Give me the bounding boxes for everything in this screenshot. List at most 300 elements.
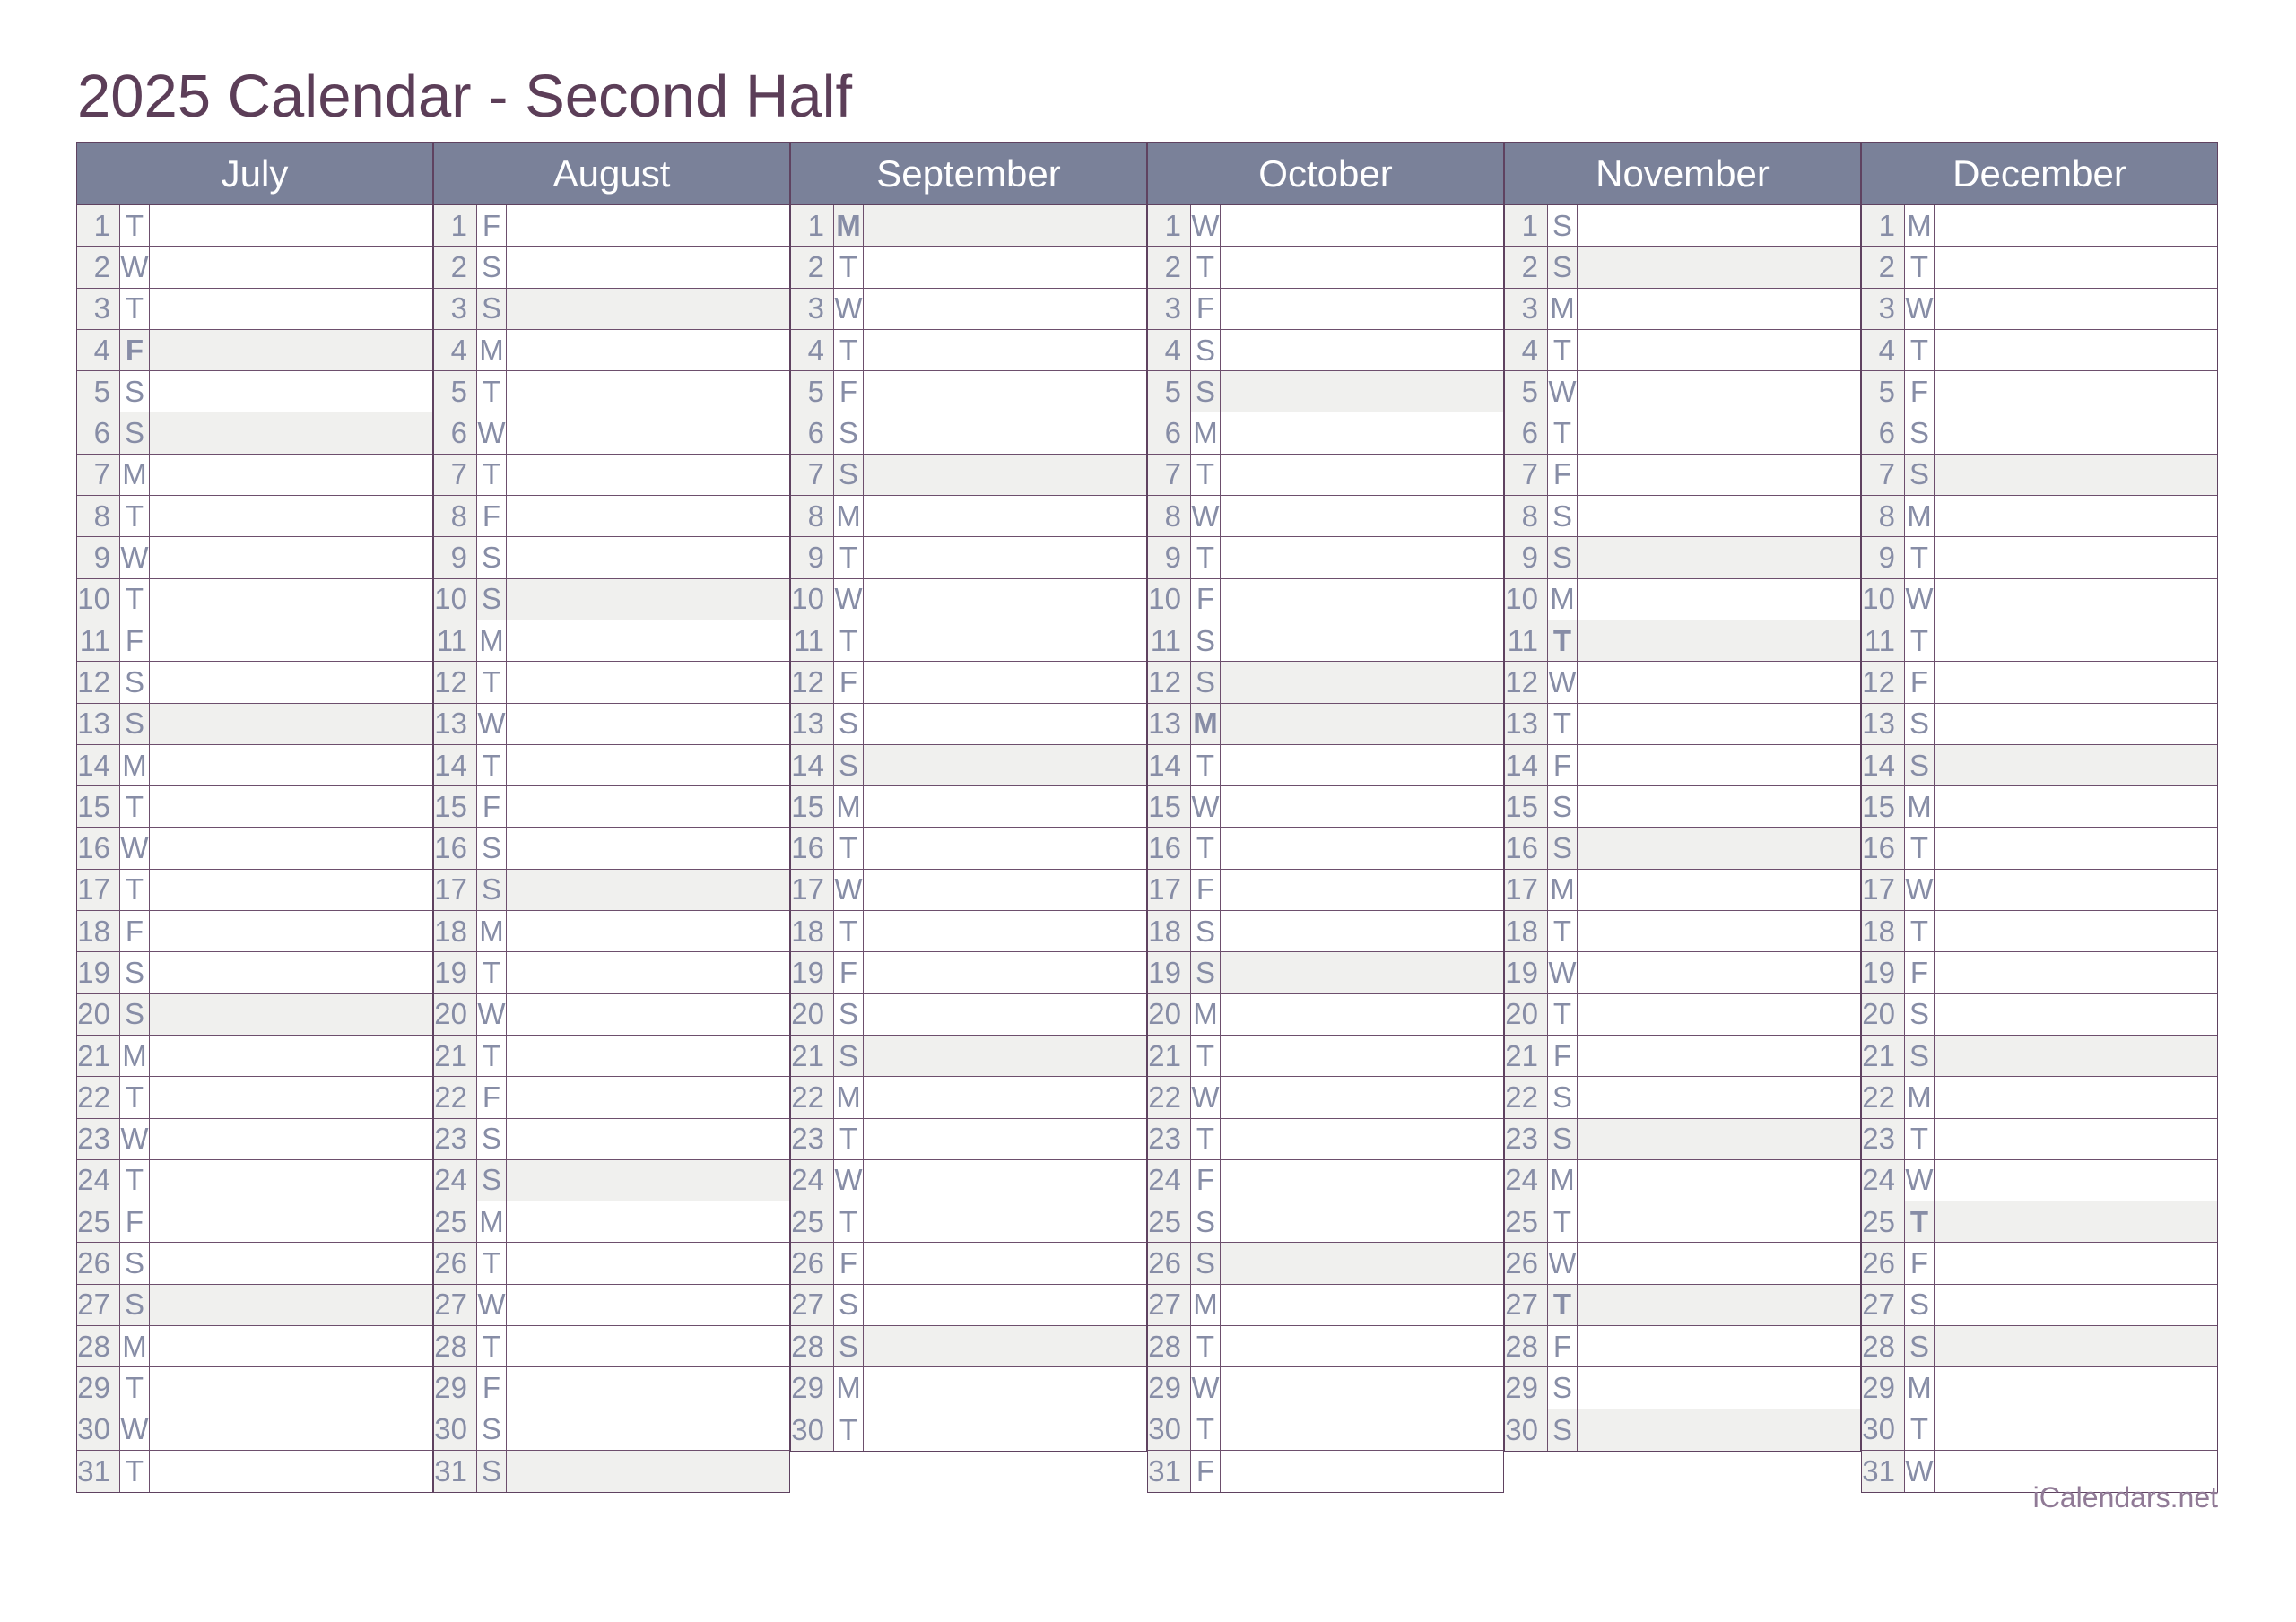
day-row-november-2 <box>1505 247 1860 288</box>
day-row-october-17 <box>1148 870 1503 911</box>
day-number: 10 <box>791 579 834 620</box>
day-row-august-20 <box>434 994 789 1036</box>
day-letter: T <box>477 745 507 785</box>
day-number: 15 <box>434 786 477 827</box>
note-cell <box>1935 745 2217 785</box>
day-number: 27 <box>1505 1285 1548 1325</box>
day-number: 26 <box>77 1243 120 1283</box>
day-letter: T <box>120 1160 150 1201</box>
footer-brand: iCalendars.net <box>2032 1481 2218 1514</box>
day-letter: W <box>1191 1367 1221 1408</box>
day-letter: S <box>1548 1367 1578 1408</box>
day-number: 16 <box>77 828 120 868</box>
day-row-october-27 <box>1148 1285 1503 1326</box>
day-row-august-30 <box>434 1409 789 1451</box>
day-row-august-6 <box>434 412 789 454</box>
day-number: 21 <box>77 1036 120 1076</box>
day-letter: S <box>1905 994 1935 1035</box>
day-letter: T <box>120 1077 150 1117</box>
day-letter: M <box>1548 870 1578 910</box>
day-number: 6 <box>1505 412 1548 453</box>
day-row-september-14 <box>791 745 1146 786</box>
day-number: 2 <box>1148 247 1191 287</box>
day-number: 29 <box>1862 1367 1905 1408</box>
day-letter: S <box>477 1451 507 1492</box>
day-row-november-7 <box>1505 455 1860 496</box>
day-row-july-7 <box>77 455 432 496</box>
note-cell <box>1935 496 2217 536</box>
note-cell <box>1221 1036 1503 1076</box>
note-cell <box>507 1077 789 1117</box>
day-letter: T <box>834 247 864 287</box>
day-letter: T <box>1548 620 1578 661</box>
note-cell <box>1935 371 2217 412</box>
calendar-grid <box>76 142 2218 1493</box>
day-letter: T <box>1548 1201 1578 1242</box>
day-number: 18 <box>1505 911 1548 951</box>
day-number: 15 <box>1505 786 1548 827</box>
day-letter: W <box>1548 1243 1578 1283</box>
note-cell <box>864 537 1146 577</box>
note-cell <box>864 1326 1146 1366</box>
note-cell <box>1578 371 1860 412</box>
day-row-september-29 <box>791 1367 1146 1409</box>
note-cell <box>150 994 432 1035</box>
day-letter: M <box>1191 994 1221 1035</box>
day-letter: T <box>1905 1119 1935 1159</box>
day-number: 14 <box>791 745 834 785</box>
day-number: 10 <box>1505 579 1548 620</box>
day-letter: S <box>120 371 150 412</box>
day-letter: W <box>834 870 864 910</box>
note-cell <box>864 496 1146 536</box>
day-number: 24 <box>1862 1160 1905 1201</box>
day-letter: T <box>120 579 150 620</box>
day-number: 17 <box>1862 870 1905 910</box>
day-letter: M <box>120 455 150 495</box>
day-row-august-8 <box>434 496 789 537</box>
day-row-july-18 <box>77 911 432 952</box>
month-header-september: September <box>791 143 1146 205</box>
note-cell <box>864 994 1146 1035</box>
day-number: 31 <box>1862 1451 1905 1492</box>
day-number: 20 <box>1862 994 1905 1035</box>
day-number: 19 <box>1148 952 1191 993</box>
note-cell <box>1221 1285 1503 1325</box>
day-letter: S <box>120 704 150 744</box>
note-cell <box>507 1036 789 1076</box>
note-cell <box>1935 1243 2217 1283</box>
day-number: 22 <box>1148 1077 1191 1117</box>
day-letter: W <box>1191 1077 1221 1117</box>
day-number: 12 <box>434 662 477 702</box>
day-number: 30 <box>434 1409 477 1450</box>
day-row-november-11 <box>1505 620 1860 662</box>
day-number: 26 <box>1148 1243 1191 1283</box>
day-row-july-4 <box>77 330 432 371</box>
day-number: 26 <box>1862 1243 1905 1283</box>
day-row-august-28 <box>434 1326 789 1367</box>
day-row-december-26 <box>1862 1243 2217 1284</box>
day-row-december-28 <box>1862 1326 2217 1367</box>
day-letter: M <box>120 1326 150 1366</box>
note-cell <box>864 371 1146 412</box>
day-letter: S <box>1905 1285 1935 1325</box>
day-row-november-28 <box>1505 1326 1860 1367</box>
day-row-december-18 <box>1862 911 2217 952</box>
day-letter: F <box>1905 371 1935 412</box>
day-number: 25 <box>791 1201 834 1242</box>
note-cell <box>150 1036 432 1076</box>
day-row-december-23 <box>1862 1119 2217 1160</box>
day-number: 6 <box>1148 412 1191 453</box>
day-number: 1 <box>77 205 120 246</box>
day-row-august-16 <box>434 828 789 869</box>
note-cell <box>507 1409 789 1450</box>
day-number: 3 <box>1505 289 1548 329</box>
day-letter: T <box>1548 412 1578 453</box>
note-cell <box>507 786 789 827</box>
day-number: 26 <box>1505 1243 1548 1283</box>
day-letter: W <box>477 1285 507 1325</box>
day-row-november-6 <box>1505 412 1860 454</box>
note-cell <box>864 1285 1146 1325</box>
day-row-october-2 <box>1148 247 1503 288</box>
note-cell <box>1578 620 1860 661</box>
note-cell <box>1221 952 1503 993</box>
day-number: 27 <box>434 1285 477 1325</box>
day-letter: M <box>1905 1367 1935 1408</box>
note-cell <box>150 786 432 827</box>
note-cell <box>1221 870 1503 910</box>
day-row-july-19 <box>77 952 432 993</box>
day-row-july-5 <box>77 371 432 412</box>
day-letter: S <box>1905 745 1935 785</box>
note-cell <box>1935 1285 2217 1325</box>
day-letter: W <box>120 828 150 868</box>
day-letter: F <box>1191 579 1221 620</box>
day-letter: T <box>1191 1036 1221 1076</box>
day-row-august-23 <box>434 1119 789 1160</box>
day-number: 20 <box>77 994 120 1035</box>
note-cell <box>864 620 1146 661</box>
note-cell <box>150 1285 432 1325</box>
day-letter: S <box>1905 455 1935 495</box>
day-row-december-10 <box>1862 579 2217 620</box>
note-cell <box>150 496 432 536</box>
day-letter: S <box>834 704 864 744</box>
note-cell <box>864 289 1146 329</box>
day-number: 15 <box>1148 786 1191 827</box>
note-cell <box>150 247 432 287</box>
day-row-december-3 <box>1862 289 2217 330</box>
day-letter: T <box>120 870 150 910</box>
day-letter: F <box>834 371 864 412</box>
note-cell <box>507 330 789 370</box>
day-row-september-8 <box>791 496 1146 537</box>
day-row-september-20 <box>791 994 1146 1036</box>
day-row-december-22 <box>1862 1077 2217 1118</box>
day-letter: S <box>1191 662 1221 702</box>
day-row-july-3 <box>77 289 432 330</box>
day-number: 17 <box>791 870 834 910</box>
month-october <box>1147 142 1504 1493</box>
day-number: 24 <box>434 1160 477 1201</box>
day-letter: S <box>1905 412 1935 453</box>
day-number: 26 <box>791 1243 834 1283</box>
day-row-july-26 <box>77 1243 432 1284</box>
day-number: 28 <box>1505 1326 1548 1366</box>
note-cell <box>1221 662 1503 702</box>
day-letter: W <box>477 994 507 1035</box>
day-number: 2 <box>1505 247 1548 287</box>
day-row-november-23 <box>1505 1119 1860 1160</box>
day-letter: S <box>477 1160 507 1201</box>
day-row-december-25 <box>1862 1201 2217 1243</box>
day-number: 5 <box>1148 371 1191 412</box>
month-july <box>76 142 433 1493</box>
note-cell <box>507 994 789 1035</box>
note-cell <box>864 1409 1146 1451</box>
day-number: 7 <box>1505 455 1548 495</box>
day-number: 13 <box>77 704 120 744</box>
day-letter: F <box>834 952 864 993</box>
day-number: 19 <box>434 952 477 993</box>
note-cell <box>1935 579 2217 620</box>
day-letter: W <box>120 1119 150 1159</box>
day-row-october-11 <box>1148 620 1503 662</box>
day-letter: W <box>1548 952 1578 993</box>
note-cell <box>1578 496 1860 536</box>
note-cell <box>1221 412 1503 453</box>
note-cell <box>507 662 789 702</box>
day-row-september-12 <box>791 662 1146 703</box>
day-row-august-17 <box>434 870 789 911</box>
day-row-july-24 <box>77 1160 432 1201</box>
day-row-november-29 <box>1505 1367 1860 1409</box>
day-number: 5 <box>1505 371 1548 412</box>
day-letter: S <box>1548 496 1578 536</box>
day-letter: W <box>1905 289 1935 329</box>
day-row-september-11 <box>791 620 1146 662</box>
note-cell <box>1578 911 1860 951</box>
day-number: 9 <box>1148 537 1191 577</box>
day-number: 25 <box>434 1201 477 1242</box>
day-letter: T <box>834 1409 864 1451</box>
day-row-november-20 <box>1505 994 1860 1036</box>
day-number: 28 <box>1862 1326 1905 1366</box>
day-letter: T <box>834 330 864 370</box>
day-number: 2 <box>791 247 834 287</box>
day-row-august-9 <box>434 537 789 578</box>
day-letter: T <box>1905 330 1935 370</box>
day-letter: S <box>834 745 864 785</box>
note-cell <box>507 870 789 910</box>
day-number: 25 <box>77 1201 120 1242</box>
note-cell <box>1221 994 1503 1035</box>
day-row-october-26 <box>1148 1243 1503 1284</box>
day-row-september-19 <box>791 952 1146 993</box>
day-row-november-22 <box>1505 1077 1860 1118</box>
day-row-december-16 <box>1862 828 2217 869</box>
note-cell <box>864 330 1146 370</box>
note-cell <box>507 745 789 785</box>
note-cell <box>1578 952 1860 993</box>
day-row-september-4 <box>791 330 1146 371</box>
day-letter: W <box>1191 786 1221 827</box>
day-number: 8 <box>1505 496 1548 536</box>
day-row-july-6 <box>77 412 432 454</box>
day-number: 23 <box>1862 1119 1905 1159</box>
day-letter: F <box>1905 1243 1935 1283</box>
day-number: 12 <box>1862 662 1905 702</box>
day-letter: T <box>1191 1326 1221 1366</box>
note-cell <box>507 1285 789 1325</box>
day-letter: F <box>1191 289 1221 329</box>
day-row-october-10 <box>1148 579 1503 620</box>
note-cell <box>507 1119 789 1159</box>
day-number: 27 <box>1148 1285 1191 1325</box>
note-cell <box>1578 330 1860 370</box>
note-cell <box>150 911 432 951</box>
day-letter: S <box>1191 1201 1221 1242</box>
day-letter: T <box>477 455 507 495</box>
day-letter: T <box>477 1243 507 1283</box>
day-number: 13 <box>1148 704 1191 744</box>
note-cell <box>864 870 1146 910</box>
note-cell <box>1935 289 2217 329</box>
day-row-november-8 <box>1505 496 1860 537</box>
day-letter: T <box>834 1201 864 1242</box>
day-letter: S <box>1548 247 1578 287</box>
day-row-october-9 <box>1148 537 1503 578</box>
day-row-november-16 <box>1505 828 1860 869</box>
day-letter: S <box>1548 786 1578 827</box>
note-cell <box>1578 579 1860 620</box>
day-letter: M <box>477 330 507 370</box>
day-row-september-1 <box>791 205 1146 247</box>
day-letter: W <box>120 537 150 577</box>
day-number: 16 <box>791 828 834 868</box>
note-cell <box>1935 870 2217 910</box>
day-number: 19 <box>1862 952 1905 993</box>
day-letter: F <box>1191 1451 1221 1492</box>
day-letter: S <box>477 579 507 620</box>
day-row-august-11 <box>434 620 789 662</box>
day-letter: S <box>477 247 507 287</box>
note-cell <box>864 662 1146 702</box>
note-cell <box>864 1160 1146 1201</box>
month-header-november: November <box>1505 143 1860 205</box>
note-cell <box>1221 496 1503 536</box>
day-number: 22 <box>434 1077 477 1117</box>
day-letter: T <box>477 952 507 993</box>
day-row-october-12 <box>1148 662 1503 703</box>
day-number: 21 <box>434 1036 477 1076</box>
note-cell <box>1935 952 2217 993</box>
note-cell <box>864 828 1146 868</box>
note-cell <box>1935 1119 2217 1159</box>
note-cell <box>864 1367 1146 1408</box>
day-letter: M <box>1905 1077 1935 1117</box>
note-cell <box>1578 1201 1860 1242</box>
day-letter: W <box>1905 1451 1935 1492</box>
day-number: 27 <box>791 1285 834 1325</box>
day-row-july-22 <box>77 1077 432 1118</box>
day-letter: S <box>834 412 864 453</box>
day-number: 13 <box>791 704 834 744</box>
day-row-september-25 <box>791 1201 1146 1243</box>
day-row-july-13 <box>77 704 432 745</box>
month-september <box>790 142 1147 1452</box>
day-letter: S <box>477 1409 507 1450</box>
day-number: 12 <box>1148 662 1191 702</box>
note-cell <box>507 1367 789 1408</box>
day-letter: S <box>1191 371 1221 412</box>
note-cell <box>1221 1367 1503 1408</box>
note-cell <box>1221 745 1503 785</box>
day-number: 7 <box>791 455 834 495</box>
day-letter: T <box>1548 911 1578 951</box>
day-row-july-2 <box>77 247 432 288</box>
note-cell <box>1935 1201 2217 1242</box>
day-row-october-15 <box>1148 786 1503 828</box>
day-number: 14 <box>1505 745 1548 785</box>
day-row-december-30 <box>1862 1409 2217 1451</box>
note-cell <box>1935 786 2217 827</box>
day-number: 11 <box>434 620 477 661</box>
day-letter: T <box>477 1036 507 1076</box>
day-letter: W <box>120 247 150 287</box>
note-cell <box>1578 1077 1860 1117</box>
day-row-july-16 <box>77 828 432 869</box>
note-cell <box>1221 579 1503 620</box>
note-cell <box>150 745 432 785</box>
day-number: 27 <box>1862 1285 1905 1325</box>
day-row-august-5 <box>434 371 789 412</box>
note-cell <box>150 870 432 910</box>
note-cell <box>1578 662 1860 702</box>
day-letter: M <box>477 620 507 661</box>
day-row-december-4 <box>1862 330 2217 371</box>
day-letter: T <box>1548 1285 1578 1325</box>
day-number: 8 <box>1148 496 1191 536</box>
day-number: 27 <box>77 1285 120 1325</box>
day-number: 3 <box>77 289 120 329</box>
month-header-december: December <box>1862 143 2217 205</box>
day-letter: F <box>1191 870 1221 910</box>
day-row-october-13 <box>1148 704 1503 745</box>
note-cell <box>507 247 789 287</box>
day-letter: S <box>1548 1409 1578 1451</box>
day-letter: T <box>1191 745 1221 785</box>
day-number: 20 <box>791 994 834 1035</box>
day-number: 18 <box>1862 911 1905 951</box>
day-row-august-19 <box>434 952 789 993</box>
day-row-august-3 <box>434 289 789 330</box>
day-row-august-21 <box>434 1036 789 1077</box>
day-row-november-4 <box>1505 330 1860 371</box>
note-cell <box>1935 828 2217 868</box>
day-number: 6 <box>1862 412 1905 453</box>
day-number: 8 <box>791 496 834 536</box>
note-cell <box>864 579 1146 620</box>
day-number: 28 <box>791 1326 834 1366</box>
day-row-september-18 <box>791 911 1146 952</box>
note-cell <box>1935 911 2217 951</box>
day-letter: F <box>1548 745 1578 785</box>
day-letter: M <box>834 205 864 246</box>
